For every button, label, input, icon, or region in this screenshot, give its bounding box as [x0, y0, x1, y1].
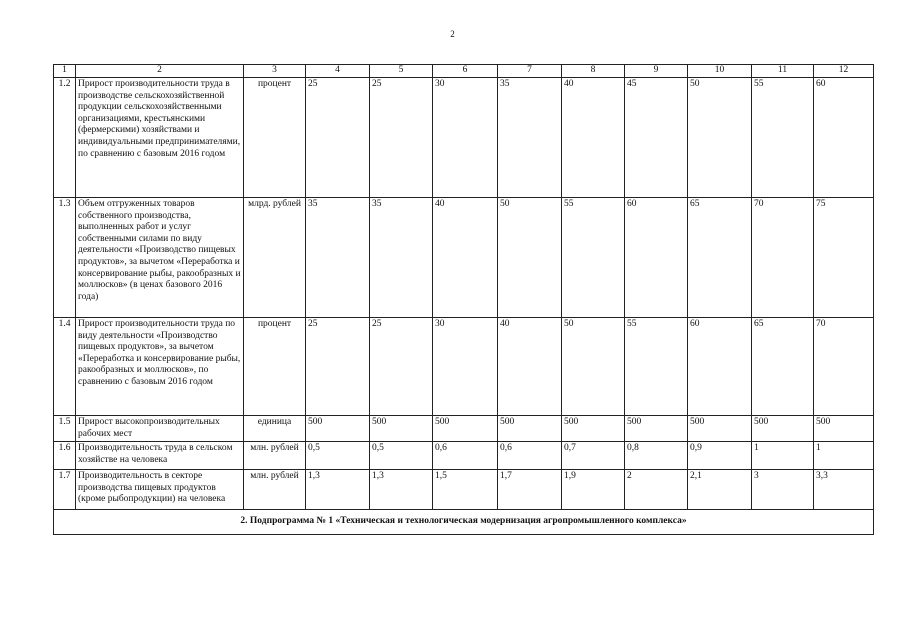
row-number: 1.6: [54, 442, 76, 470]
row-number: 1.2: [54, 78, 76, 198]
value-cell: 3,3: [814, 470, 874, 510]
value-cell: 50: [688, 78, 752, 198]
unit-cell: процент: [244, 78, 306, 198]
value-cell: 60: [625, 198, 688, 318]
table-row: [54, 470, 874, 510]
value-cell: 40: [562, 78, 625, 198]
unit-cell: единица: [244, 416, 306, 442]
column-header: 2: [76, 65, 244, 78]
value-cell: 1,7: [498, 470, 562, 510]
indicator-name: Объем отгруженных товаров собственного производства, выполненных работ и услуг собственными силами по виду деятельности «Производство пищевых продуктов», за вычетом «Переработка и консервирование рыбы, ракообразных и моллюсков» (в ценах базового 2016 года): [76, 198, 244, 318]
value-cell: 25: [370, 318, 433, 416]
row-number: 1.3: [54, 198, 76, 318]
value-cell: 1: [814, 442, 874, 470]
value-cell: 0,6: [498, 442, 562, 470]
column-header: 5: [370, 65, 433, 78]
value-cell: 0,5: [370, 442, 433, 470]
value-cell: 0,8: [625, 442, 688, 470]
value-cell: 500: [814, 416, 874, 442]
value-cell: 70: [814, 318, 874, 416]
indicator-name: Прирост производительности труда по виду деятельности «Производство пищевых продуктов», за вычетом «Переработка и консервирование рыбы, ракообразных и моллюсков», по сравнению с базовым 2016 годом: [76, 318, 244, 416]
value-cell: 500: [562, 416, 625, 442]
value-cell: 35: [306, 198, 370, 318]
value-cell: 0,9: [688, 442, 752, 470]
value-cell: 500: [752, 416, 814, 442]
value-cell: 500: [433, 416, 498, 442]
table-row: [54, 416, 874, 442]
unit-cell: процент: [244, 318, 306, 416]
value-cell: 500: [370, 416, 433, 442]
value-cell: 45: [625, 78, 688, 198]
value-cell: 1,5: [433, 470, 498, 510]
section-row: [54, 510, 874, 535]
unit-cell: млн. рублей: [244, 442, 306, 470]
value-cell: 40: [498, 318, 562, 416]
indicators-table: [53, 64, 874, 535]
value-cell: 500: [688, 416, 752, 442]
value-cell: 3: [752, 470, 814, 510]
column-header: 3: [244, 65, 306, 78]
page-number: 2: [450, 29, 455, 39]
value-cell: 75: [814, 198, 874, 318]
column-header: 4: [306, 65, 370, 78]
value-cell: 55: [752, 78, 814, 198]
indicator-name: Прирост производительности труда в производстве сельскохозяйственной продукции сельскохозяйственными организациями, крестьянскими (фермерскими) хозяйствами и индивидуальными предпринимателями, по сравнению с базовым 2016 годом: [76, 78, 244, 198]
value-cell: 500: [625, 416, 688, 442]
row-number: 1.7: [54, 470, 76, 510]
value-cell: 0,5: [306, 442, 370, 470]
indicator-name: Прирост высокопроизводительных рабочих мест: [76, 416, 244, 442]
value-cell: 500: [498, 416, 562, 442]
value-cell: 25: [370, 78, 433, 198]
column-number-row: [54, 65, 874, 78]
column-header: 9: [625, 65, 688, 78]
value-cell: 40: [433, 198, 498, 318]
section-title: 2. Подпрограмма № 1 «Техническая и технологическая модернизация агропромышленного комплекса»: [54, 510, 874, 535]
value-cell: 35: [498, 78, 562, 198]
table-row: [54, 198, 874, 318]
table-row: [54, 442, 874, 470]
value-cell: 1,3: [306, 470, 370, 510]
row-number: 1.4: [54, 318, 76, 416]
value-cell: 1: [752, 442, 814, 470]
value-cell: 55: [562, 198, 625, 318]
value-cell: 25: [306, 318, 370, 416]
column-header: 11: [752, 65, 814, 78]
value-cell: 60: [814, 78, 874, 198]
unit-cell: млн. рублей: [244, 470, 306, 510]
value-cell: 0,6: [433, 442, 498, 470]
value-cell: 1,9: [562, 470, 625, 510]
value-cell: 25: [306, 78, 370, 198]
indicator-name: Производительность в секторе производства пищевых продуктов (кроме рыбопродукции) на человека: [76, 470, 244, 510]
column-header: 7: [498, 65, 562, 78]
column-header: 1: [54, 65, 76, 78]
row-number: 1.5: [54, 416, 76, 442]
value-cell: 70: [752, 198, 814, 318]
column-header: 12: [814, 65, 874, 78]
value-cell: 1,3: [370, 470, 433, 510]
table-row: [54, 318, 874, 416]
value-cell: 60: [688, 318, 752, 416]
value-cell: 50: [498, 198, 562, 318]
value-cell: 65: [752, 318, 814, 416]
column-header: 10: [688, 65, 752, 78]
value-cell: 50: [562, 318, 625, 416]
value-cell: 30: [433, 78, 498, 198]
unit-cell: млрд. рублей: [244, 198, 306, 318]
value-cell: 55: [625, 318, 688, 416]
value-cell: 65: [688, 198, 752, 318]
value-cell: 2: [625, 470, 688, 510]
column-header: 8: [562, 65, 625, 78]
table-row: [54, 78, 874, 198]
value-cell: 30: [433, 318, 498, 416]
indicator-name: Производительность труда в сельском хозяйстве на человека: [76, 442, 244, 470]
value-cell: 35: [370, 198, 433, 318]
value-cell: 0,7: [562, 442, 625, 470]
value-cell: 500: [306, 416, 370, 442]
column-header: 6: [433, 65, 498, 78]
value-cell: 2,1: [688, 470, 752, 510]
